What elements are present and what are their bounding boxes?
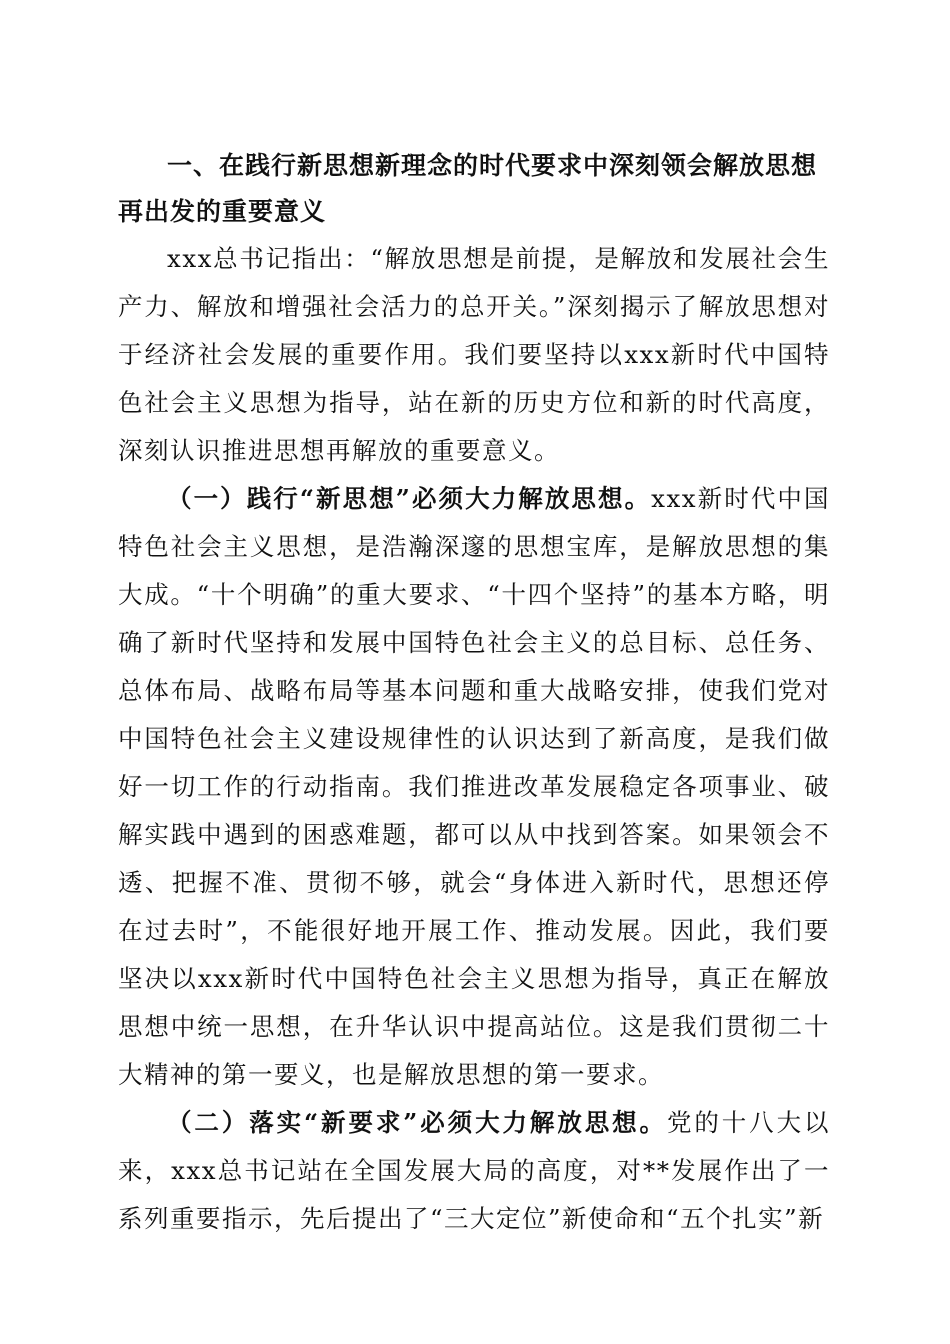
paragraph-3 [118, 1099, 830, 1243]
paragraph-3-lead: （二）落实“新要求”必须大力解放思想。 [167, 1108, 667, 1137]
paragraph-3-text: 党的十八大以来，xxx总书记站在全国发展大局的高度，对**发展作出了一系列重要指示，先后提出了“三大定位”新使命和“五个扎实”新 [118, 1108, 830, 1233]
document-body [118, 143, 830, 1243]
paragraph-1-text: xxx总书记指出：“解放思想是前提，是解放和发展社会生产力、解放和增强社会活力的总开关。”深刻揭示了解放思想对于经济社会发展的重要作用。我们要坚持以xxx新时代中国特色社会主义思想为指导，站在新的历史方位和新的时代高度，深刻认识推进思想再解放的重要意义。 [118, 244, 830, 465]
paragraph-2 [118, 475, 830, 1099]
section-heading: 一、在践行新思想新理念的时代要求中深刻领会解放思想再出发的重要意义 [118, 151, 818, 226]
paragraph-1 [118, 235, 830, 475]
paragraph-2-text: xxx新时代中国特色社会主义思想，是浩瀚深邃的思想宝库，是解放思想的集大成。“十个明确”的重大要求、“十四个坚持”的基本方略，明确了新时代坚持和发展中国特色社会主义的总目标、总任务、总体布局、战略布局等基本问题和重大战略安排，使我们党对中国特色社会主义建设规律性的认识达到了新高度，是我们做好一切工作的行动指南。我们推进改革发展稳定各项事业、破解实践中遇到的困惑难题，都可以从中找到答案。如果领会不透、把握不准、贯彻不够，就会“身体进入新时代，思想还停在过去时”，不能很好地开展工作、推动发展。因此，我们要坚决以xxx新时代中国特色社会主义思想为指导，真正在解放思想中统一思想，在升华认识中提高站位。这是我们贯彻二十大精神的第一要义，也是解放思想的第一要求。 [118, 484, 830, 1089]
paragraph-2-lead: （一）践行“新思想”必须大力解放思想。 [167, 484, 652, 513]
